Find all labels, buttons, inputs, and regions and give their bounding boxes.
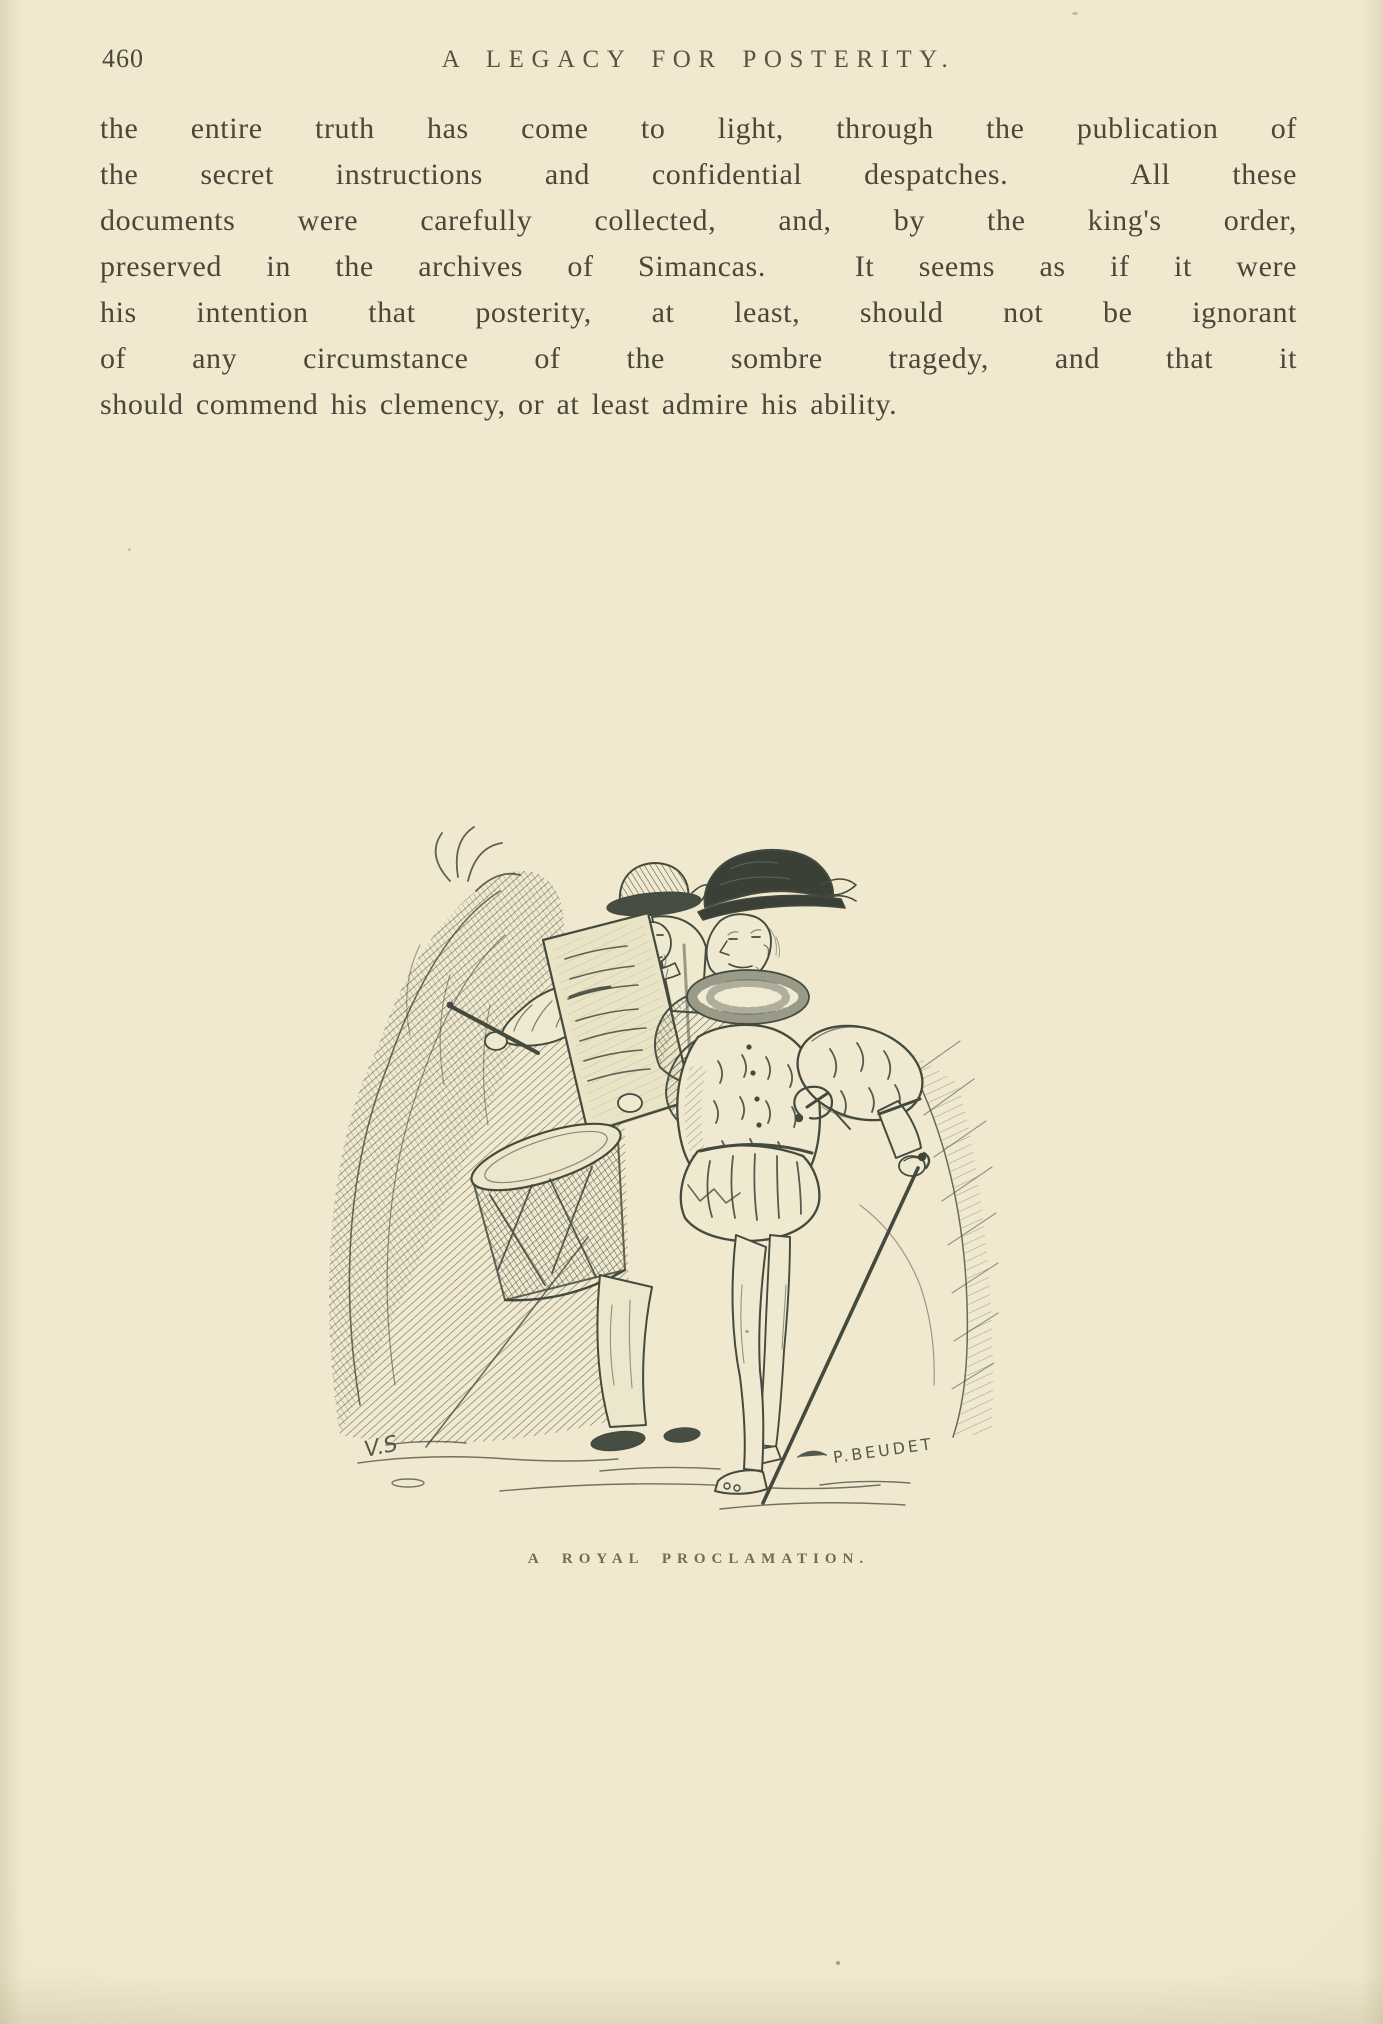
paragraph-line: documents were carefully collected, and, by the king's order,: [100, 204, 1297, 237]
herald-ruff: [687, 970, 809, 1024]
herald-breeches: [681, 1144, 820, 1241]
page-number: 460: [102, 44, 144, 73]
paragraph-line: the secret instructions and confidential despatches. All these: [100, 158, 1297, 191]
paper-speck: [128, 548, 131, 551]
herald-cap: [698, 850, 856, 920]
paper-speck: [745, 1330, 749, 1333]
herald-front-shoe: [715, 1470, 767, 1494]
body-paragraph: [100, 106, 1297, 428]
running-header: A LEGACY FOR POSTERITY.: [441, 46, 956, 73]
engraver-signature-right: P.BEUDET: [831, 1434, 935, 1467]
herald-legs: [715, 1235, 790, 1494]
paragraph-line: preserved in the archives of Simancas. It seems as if it were: [100, 250, 1297, 283]
drummer-hand-on-sheet: [618, 1094, 642, 1112]
paper-speck: [1072, 12, 1078, 15]
engraver-signature-left: V.S: [362, 1431, 401, 1463]
drummer-hat: [606, 863, 715, 919]
ground: [358, 1441, 910, 1509]
herald-forearm: [878, 1101, 921, 1158]
paragraph-line: should commend his clemency, or at least admire his ability.: [100, 388, 898, 421]
proclamation-engraving: [300, 645, 1000, 1525]
drummer-shoe: [590, 1429, 646, 1453]
paragraph-line: of any circumstance of the sombre tragedy, and that it: [100, 342, 1297, 375]
figure-caption: A ROYAL PROCLAMATION.: [527, 1551, 870, 1567]
paper-speck: [836, 1961, 840, 1965]
paragraph-line: the entire truth has come to light, through the publication of: [100, 112, 1297, 145]
paragraph-line: his intention that posterity, at least, should not be ignorant: [100, 296, 1297, 329]
